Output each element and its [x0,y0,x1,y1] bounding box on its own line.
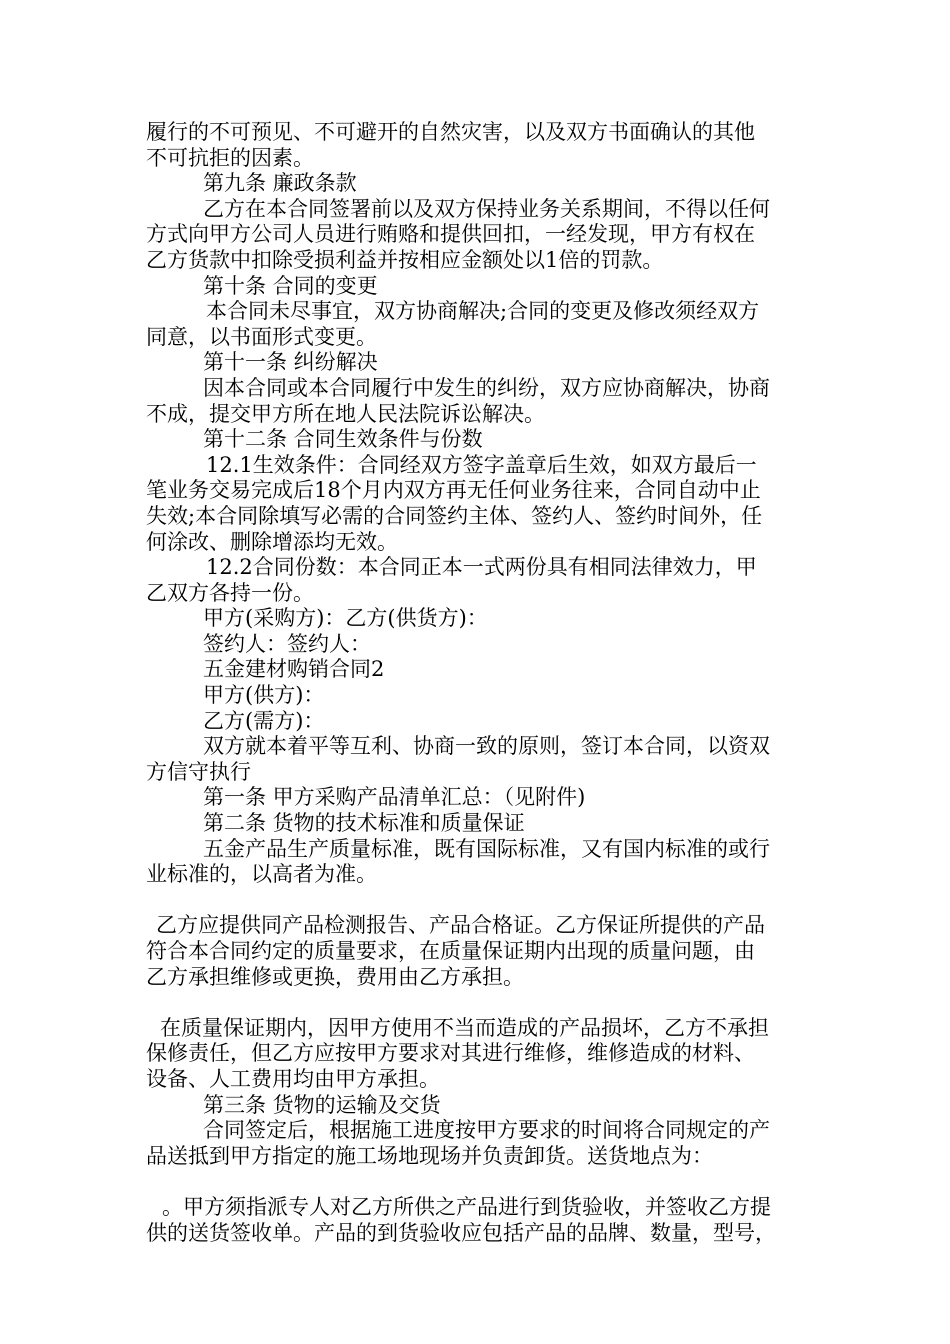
section-heading: 第九条 廉政条款 [203,171,357,196]
section-heading: 第十条 合同的变更 [203,273,378,298]
text-line: 乙方承担维修或更换，费用由乙方承担。 [146,964,524,989]
text-line: 乙方货款中扣除受损利益并按相应金额处以1倍的罚款。 [146,247,664,272]
party-b-line: 乙方(需方)： [203,708,325,733]
text-line: 业标准的，以高者为准。 [146,862,377,887]
section-heading: 第二条 货物的技术标准和质量保证 [203,811,525,836]
text-line: 五金产品生产质量标准，既有国际标准，又有国内标准的或行 [203,836,770,861]
text-line: 合同签定后，根据施工进度按甲方要求的时间将合同规定的产 [203,1118,770,1143]
text-line: 履行的不可预见、不可避开的自然灾害，以及双方书面确认的其他 [146,120,755,144]
text-line: 何涂改、删除增添均无效。 [146,529,398,554]
document-page [146,120,816,1246]
text-line: 失效;本合同除填写必需的合同签约主体、签约人、签约时间外，任 [146,503,763,528]
text-line: 同意，以书面形式变更。 [146,324,377,349]
paragraph-gap [146,888,816,914]
text-line: 品送抵到甲方指定的施工场地现场并负责卸货。送货地点为： [146,1143,713,1168]
section-heading: 第十二条 合同生效条件与份数 [203,427,483,452]
text-line: 因本合同或本合同履行中发生的纠纷，双方应协商解决，协商 [203,375,770,400]
text-line: 供的送货签收单。产品的到货验收应包括产品的品牌、数量，型号， [146,1220,776,1245]
section-heading: 第十一条 纠纷解决 [203,350,378,375]
text-line: 符合本合同约定的质量要求，在质量保证期内出现的质量问题，由 [146,939,755,963]
text-line: 本合同未尽事宜，双方协商解决;合同的变更及修改须经双方 [206,299,760,324]
text-line: 设备、人工费用均由甲方承担。 [146,1066,440,1091]
text-line: 保修责任，但乙方应按甲方要求对其进行维修，维修造成的材料、 [146,1041,755,1066]
text-line: 12.2合同份数：本合同正本一式两份具有相同法律效力，甲 [206,555,757,580]
section-heading: 第一条 甲方采购产品清单汇总：（见附件) [203,785,586,810]
text-line: 。甲方须指派专人对乙方所供之产品进行到货验收，并签收乙方提 [162,1194,771,1219]
signatory-line: 签约人：签约人： [203,631,371,656]
text-line: 在质量保证期内，因甲方使用不当而造成的产品损坏，乙方不承担 [160,1015,769,1040]
text-line: 方式向甲方公司人员进行贿赂和提供回扣，一经发现，甲方有权在 [146,222,755,247]
paragraph-gap [146,990,816,1016]
section-heading: 第三条 货物的运输及交货 [203,1092,441,1117]
text-line: 笔业务交易完成后18个月内双方再无任何业务往来，合同自动中止 [146,478,761,503]
signature-party-line: 甲方(采购方)：乙方(供货方)： [203,606,488,631]
text-line: 乙双方各持一份。 [146,580,314,605]
text-line: 乙方在本合同签署前以及双方保持业务关系期间，不得以任何 [203,196,770,221]
paragraph-gap [146,1169,816,1195]
party-a-line: 甲方(供方)： [203,683,325,708]
text-line: 双方就本着平等互利、协商一致的原则，签订本合同，以资双 [203,734,770,759]
contract-title: 五金建材购销合同2 [203,657,385,682]
text-line: 方信守执行 [146,759,251,784]
text-line: 乙方应提供同产品检测报告、产品合格证。乙方保证所提供的产品 [156,913,765,938]
text-line: 12.1生效条件：合同经双方签字盖章后生效，如双方最后一 [206,452,757,477]
text-line: 不可抗拒的因素。 [146,145,314,170]
text-line: 不成，提交甲方所在地人民法院诉讼解决。 [146,401,545,426]
